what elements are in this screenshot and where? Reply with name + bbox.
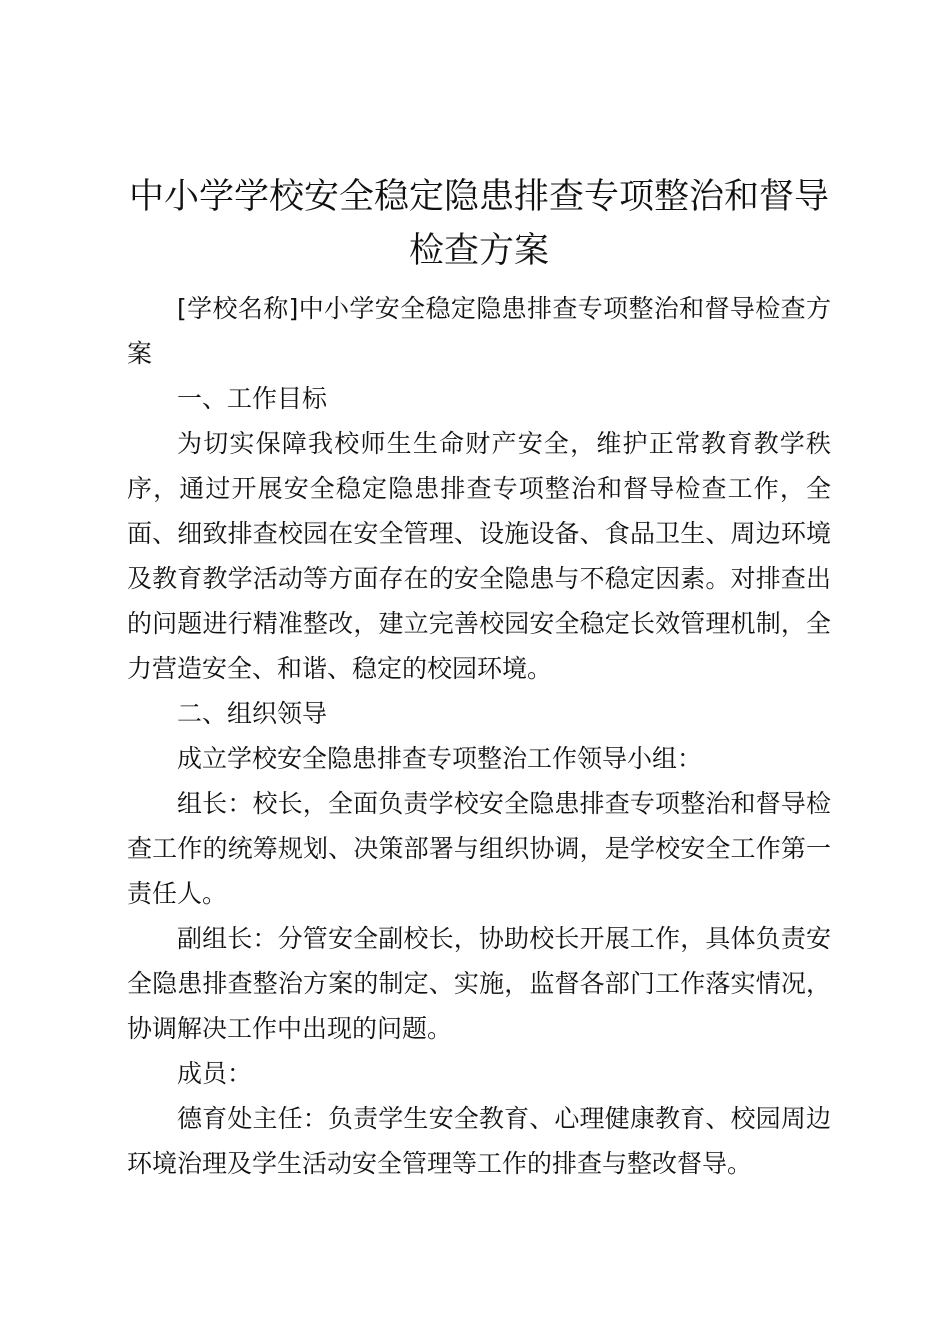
paragraph-moral-education-director: 德育处主任：负责学生安全教育、心理健康教育、校园周边环境治理及学生活动安全管理等工作的排查与整改督导。 [127,1104,831,1178]
paragraph-members-label: 成员： [177,1059,253,1088]
paragraph-deputy-leader: 副组长：分管安全副校长，协助校长开展工作，具体负责安全隐患排查整治方案的制定、实施，监督各部门工作落实情况，协调解决工作中出现的问题。 [127,924,831,1043]
paragraph-leading-group: 成立学校安全隐患排查专项整治工作领导小组： [177,744,703,773]
heading-work-goal: 一、工作目标 [177,384,328,413]
document-body [127,286,831,1186]
document-title: 中小学学校安全稳定隐患排查专项整治和督导检查方案 [128,177,829,271]
paragraph-group-leader: 组长：校长，全面负责学校安全隐患排查专项整治和督导检查工作的统筹规划、决策部署与组织协调，是学校安全工作第一责任人。 [127,789,831,908]
paragraph-subtitle: [学校名称]中小学安全稳定隐患排查专项整治和督导检查方案 [127,294,831,368]
document-page [127,170,831,1186]
paragraph-work-goal: 为切实保障我校师生生命财产安全，维护正常教育教学秩序，通过开展安全稳定隐患排查专项整治和督导检查工作，全面、细致排查校园在安全管理、设施设备、食品卫生、周边环境及教育教学活动等方面存在的安全隐患与不稳定因素。对排查出的问题进行精准整改，建立完善校园安全稳定长效管理机制，全力营造安全、和谐、稳定的校园环境。 [127,429,831,683]
heading-organization: 二、组织领导 [177,699,328,728]
